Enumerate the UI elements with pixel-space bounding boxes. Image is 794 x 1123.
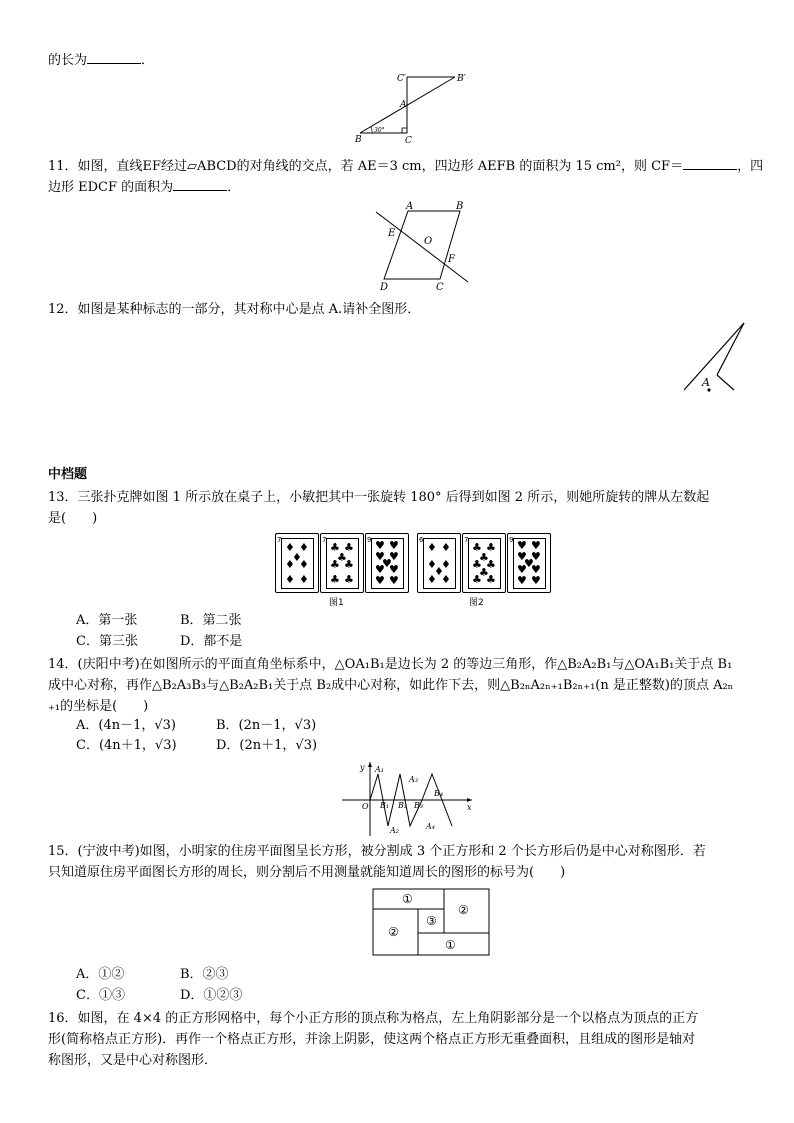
q14-line3: ₊₁的坐标是( ) [48,699,149,714]
region-label-5: ① [445,938,456,952]
card-3-fig1: 9 ♥ ♥ ♥ ♥ ♥ ♥ ♥ ♥ ♥ [365,533,409,593]
card-2-fig1: 7 ♣ ♣ ♣ ♣ ♣ ♣ ♣ [320,533,364,593]
caption-fig2: 图2 [469,598,484,608]
q11-line2: 边形 EDCF 的面积为 ． [48,180,241,195]
q15-option-d: D．①②③ [180,988,243,1003]
card-3-fig2: 9 ♥ ♥ ♥ ♥ ♥ ♥ ♥ ♥ ♥ [507,533,551,593]
label-e: E [388,228,396,239]
label-c: C [405,136,412,146]
label-a1: A₁ [375,765,384,774]
label-a4: A₄ [426,822,435,831]
section-heading: 中档题 [48,467,88,482]
q13-option-b: B．第二张 [180,613,242,628]
label-b4: B₄ [434,789,444,798]
label-c: C [436,282,444,293]
label-b1: B₁ [380,801,390,810]
q13-option-d: D．都不是 [180,634,243,649]
region-label-3: ③ [426,914,437,928]
q14-figure [342,758,482,838]
angle-label: 30° [374,127,385,134]
q14-line1: 14．(庆阳中考)在如图所示的平面直角坐标系中，△OA₁B₁是边长为 2 的等边三角形，作△B₂A₂B₁与△OA₁B₁关于点 B₁ [48,657,733,672]
q16-line3: 称图形，又是中心对称图形． [48,1053,218,1068]
q16-line1: 16．如图，在 4×4 的正方形网格中，每个小正方形的顶点称为格点，左上角阴影部分是一个以格点为顶点的正方 [48,1011,699,1026]
label-o: O [424,236,433,247]
label-a: A [400,100,407,110]
label-f: F [448,254,455,265]
q15-line2: 只知道原住房平面图长方形的周长，则分割后不用测量就能知道周长的图形的标号为( ) [48,865,566,880]
region-label-1: ① [402,892,413,906]
card-2-fig2: 7 ♣ ♣ ♣ ♣ ♣ ♣ ♣ ♣ [462,533,506,593]
q12-text: 12．如图是某种标志的一部分，其对称中心是点 A.请补全图形． [48,302,421,317]
origin-label: O [362,802,369,811]
label-a2: A₂ [390,826,399,835]
q12-figure [680,320,750,395]
caption-fig1: 图1 [329,598,344,608]
q15-option-c: C．①③ [76,988,125,1003]
label-b: B [456,201,464,212]
label-b: B [355,135,362,145]
q13-option-c: C．第三张 [76,634,138,649]
q15-option-a: A．①② [76,967,125,982]
card-1-fig1: 7 ♦ ♦ ♦ ♦ ♦ ♦ ♦ [275,533,319,593]
answer-blank [683,157,737,170]
q16-line2: 形(简称格点正方形)．再作一个格点正方形，并涂上阴影，使这两个格点正方形无重叠面积，且组成的图形是轴对 [48,1032,696,1047]
label-c-prime: C′ [397,74,406,84]
q10-tail: 的长为 ． [48,53,155,68]
axis-y-label: y [360,763,365,772]
q13-line2: 是( ) [48,511,98,526]
region-label-2: ② [388,925,399,939]
label-d: D [380,282,389,293]
q14-option-c: C．(4n＋1，√3) [76,738,177,753]
axis-x-label: x [467,803,472,812]
answer-blank [87,51,141,64]
q14-option-d: D．(2n＋1，√3) [216,738,318,753]
q13-option-a: A．第一张 [76,613,138,628]
q14-line2: 成中心对称，再作△B₂A₃B₃与△B₂A₂B₁关于点 B₂成中心对称，如此作下去，则△B₂ₙA₂ₙ₊₁B₂ₙ₊₁(n 是正整数)的顶点 A₂ₙ [48,678,734,693]
q15-option-b: B．②③ [180,967,229,982]
q11-figure [370,198,480,293]
label-a: A [702,376,710,389]
q10-figure [350,70,480,150]
answer-blank [173,178,227,191]
label-b-prime: B′ [457,74,466,84]
region-label-4: ② [458,903,469,917]
label-a: A [406,201,414,212]
label-b2: B₂ [398,801,408,810]
q14-option-a: A．(4n－1，√3) [76,718,177,733]
q15-line1: 15．(宁波中考)如图，小明家的住房平面图呈长方形，被分割成 3 个正方形和 2 个长方形后仍是中心对称图形．若 [48,844,706,859]
card-1-fig2: 6 ♦ ♦ ♦ ♦ ♦ ♦ ♦ [417,533,461,593]
q13-line1: 13．三张扑克牌如图 1 所示放在桌子上，小敏把其中一张旋转 180° 后得到如图 2 所示，则她所旋转的牌从左数起 [48,490,710,505]
q11-line1: 11．如图，直线EF经过▱ABCD的对角线的交点，若 AE＝3 cm，四边形 AEFB 的面积为 15 cm²，则 CF＝ ，四 [48,159,764,174]
label-a3: A₃ [409,775,418,784]
label-b3: B₃ [414,801,424,810]
q14-option-b: B．(2n－1，√3) [216,718,317,733]
